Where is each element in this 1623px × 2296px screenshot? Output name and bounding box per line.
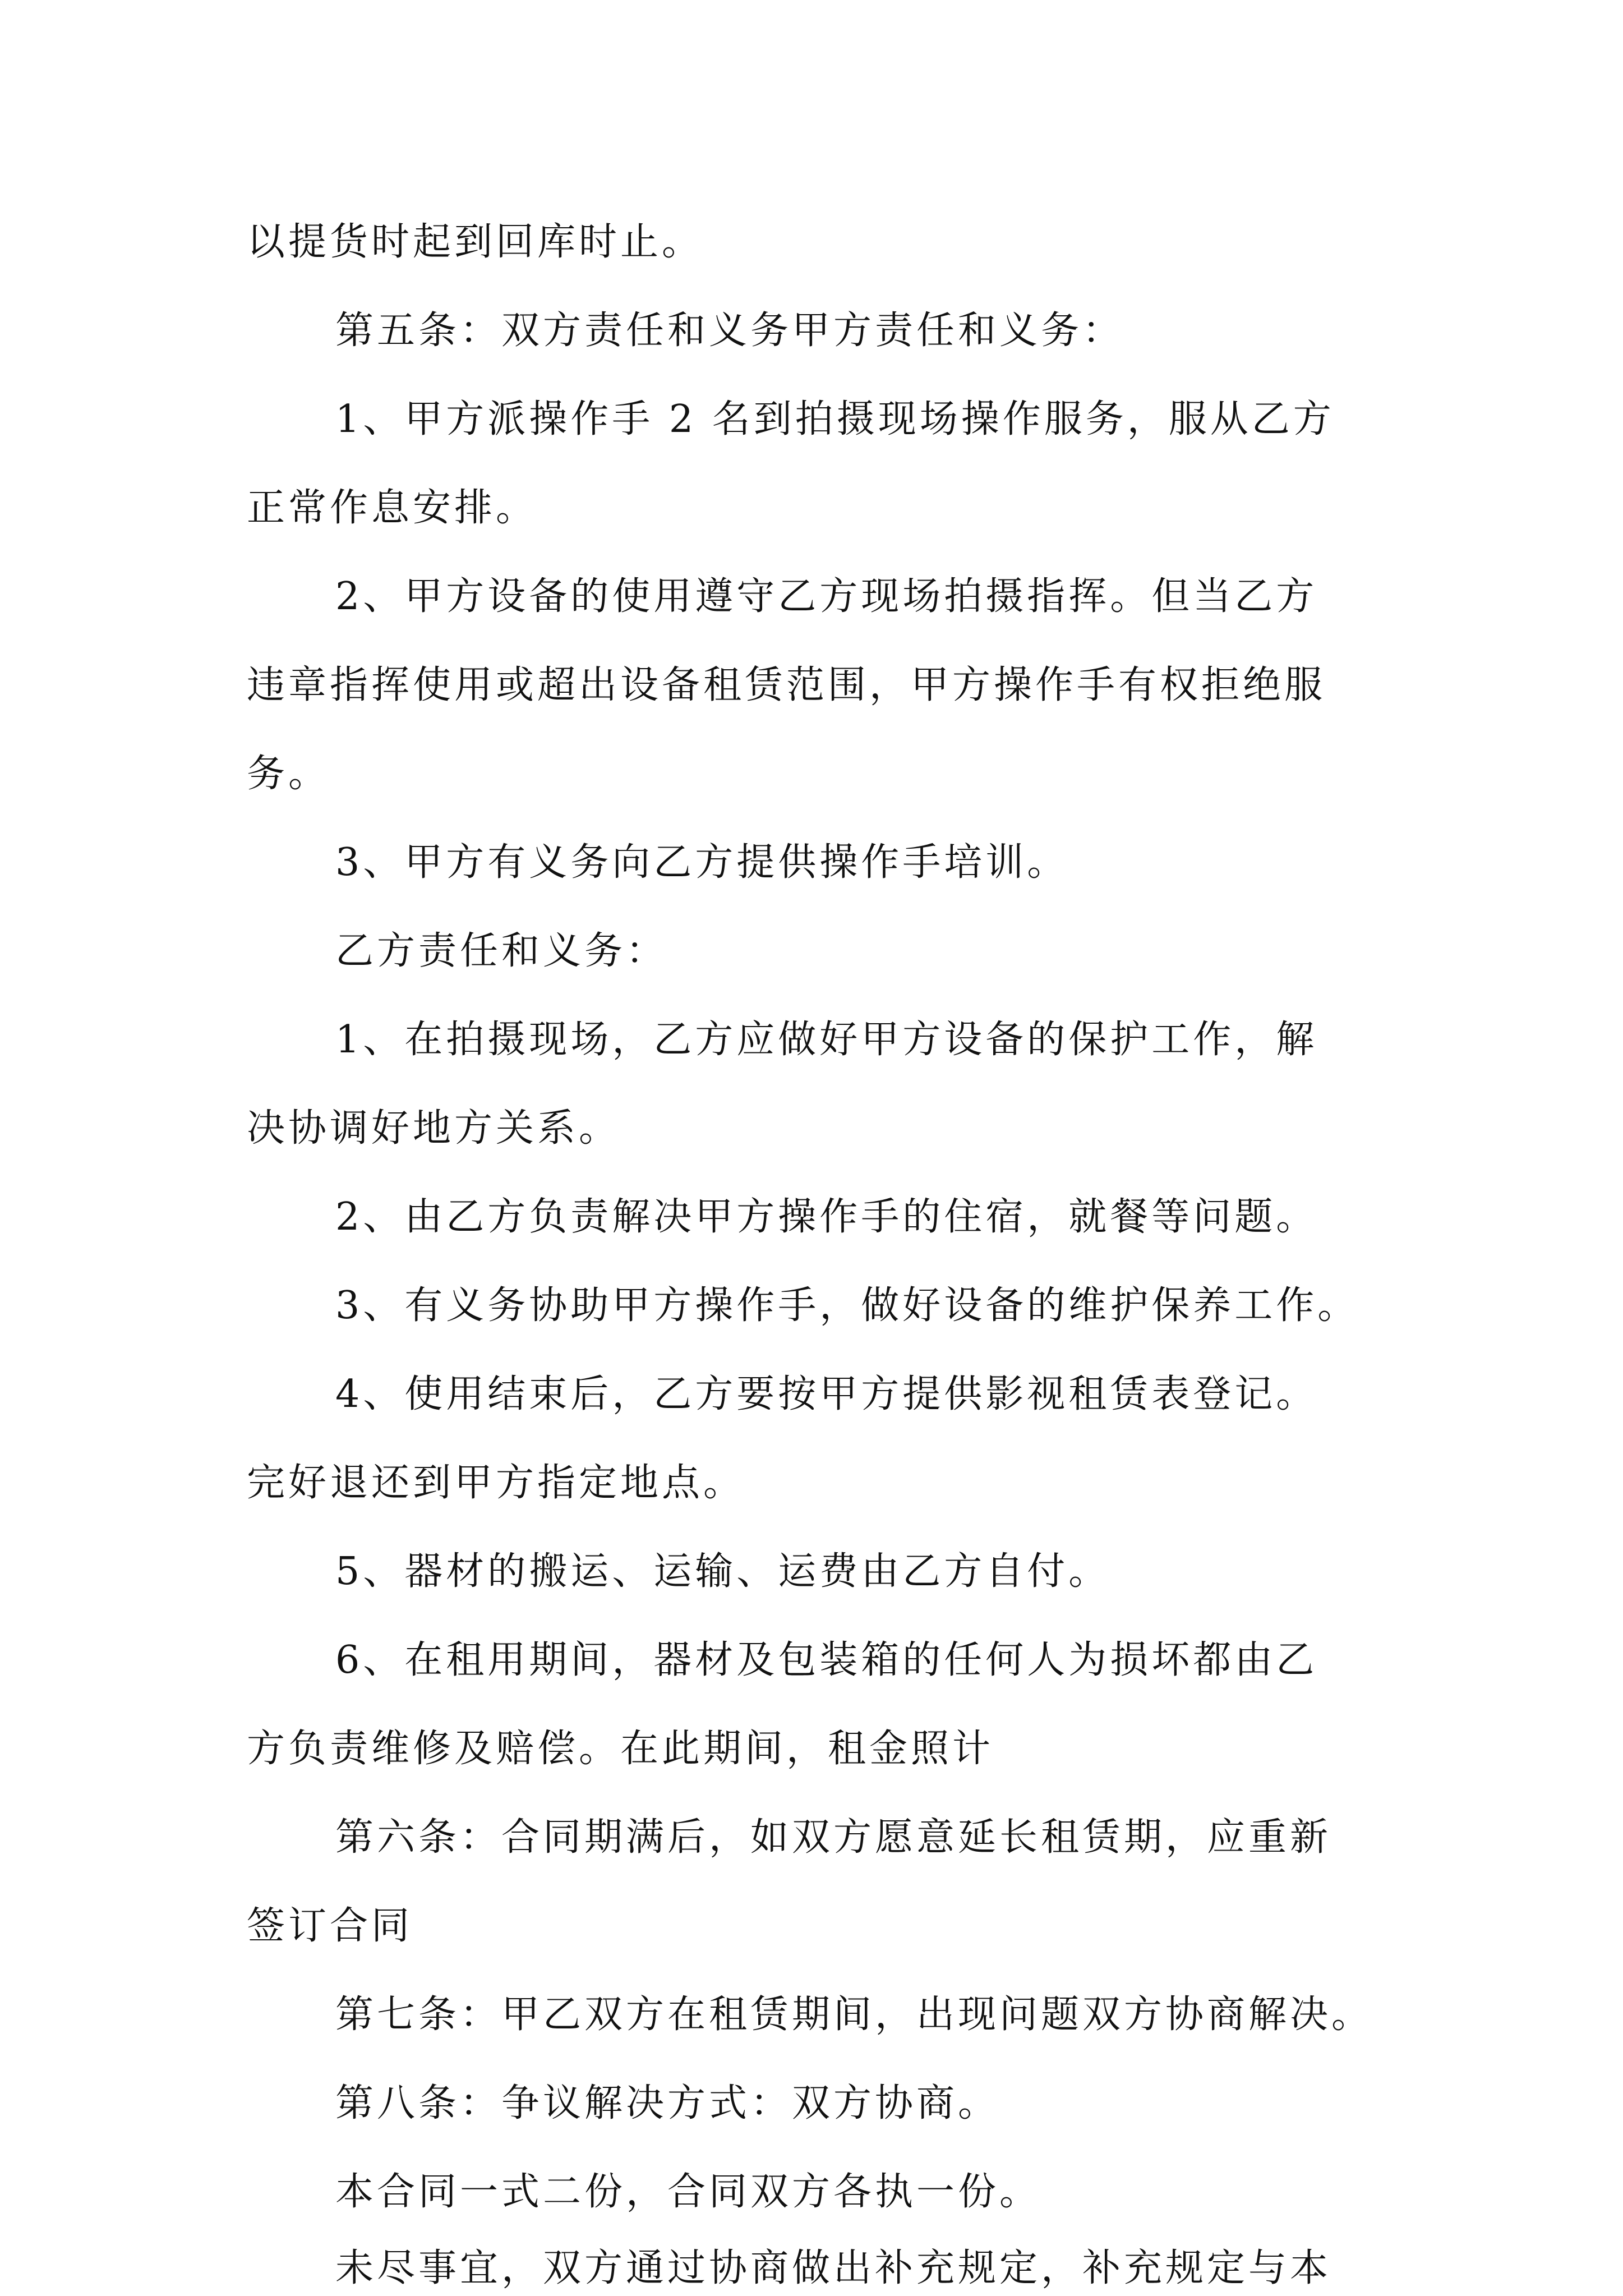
text-line: 3、有义务协助甲方操作手，做好设备的维护保养工作。 — [335, 1283, 1359, 1328]
text-line: 未尽事宜，双方通过协商做出补充规定，补充规定与本 — [335, 2246, 1332, 2290]
text-line: 违章指挥使用或超出设备租赁范围，甲方操作手有权拒绝服 — [247, 663, 1326, 707]
text-line: 第七条：甲乙双方在租赁期间，出现问题双方协商解决。 — [335, 1993, 1373, 2037]
text-line: 1、在拍摄现场，乙方应做好甲方设备的保护工作，解 — [335, 1018, 1318, 1062]
text-line: 1、甲方派操作手 2 名到拍摄现场操作服务，服从乙方 — [335, 397, 1335, 441]
text-line: 第六条：合同期满后，如双方愿意延长租赁期，应重新 — [335, 1815, 1332, 1860]
text-line: 完好退还到甲方指定地点。 — [247, 1461, 745, 1505]
text-line: 3、甲方有义务向乙方提供操作手培训。 — [335, 840, 1069, 885]
text-line: 5、器材的搬运、运输、运费由乙方自付。 — [335, 1549, 1110, 1594]
text-line: 第五条：双方责任和义务甲方责任和义务： — [335, 309, 1124, 353]
text-line: 以提货时起到回库时止。 — [247, 220, 704, 264]
text-line: 4、使用结束后，乙方要按甲方提供影视租赁表登记。 — [335, 1372, 1318, 1416]
text-line: 务。 — [247, 752, 330, 796]
text-line: 方负责维修及赔偿。在此期间，租金照计 — [247, 1727, 994, 1771]
text-line: 决协调好地方关系。 — [247, 1106, 621, 1151]
text-line: 正常作息安排。 — [247, 486, 538, 530]
text-line: 6、在租用期间，器材及包装箱的任何人为损坏都由乙 — [335, 1638, 1318, 1682]
text-line: 本合同一式二份，合同双方各执一份。 — [335, 2170, 1041, 2214]
text-line: 第八条：争议解决方式：双方协商。 — [335, 2081, 1000, 2125]
text-line: 签订合同 — [247, 1904, 413, 1948]
text-line: 2、由乙方负责解决甲方操作手的住宿，就餐等问题。 — [335, 1195, 1318, 1239]
text-line: 2、甲方设备的使用遵守乙方现场拍摄指挥。但当乙方 — [335, 574, 1318, 619]
text-line: 乙方责任和义务： — [335, 929, 668, 973]
